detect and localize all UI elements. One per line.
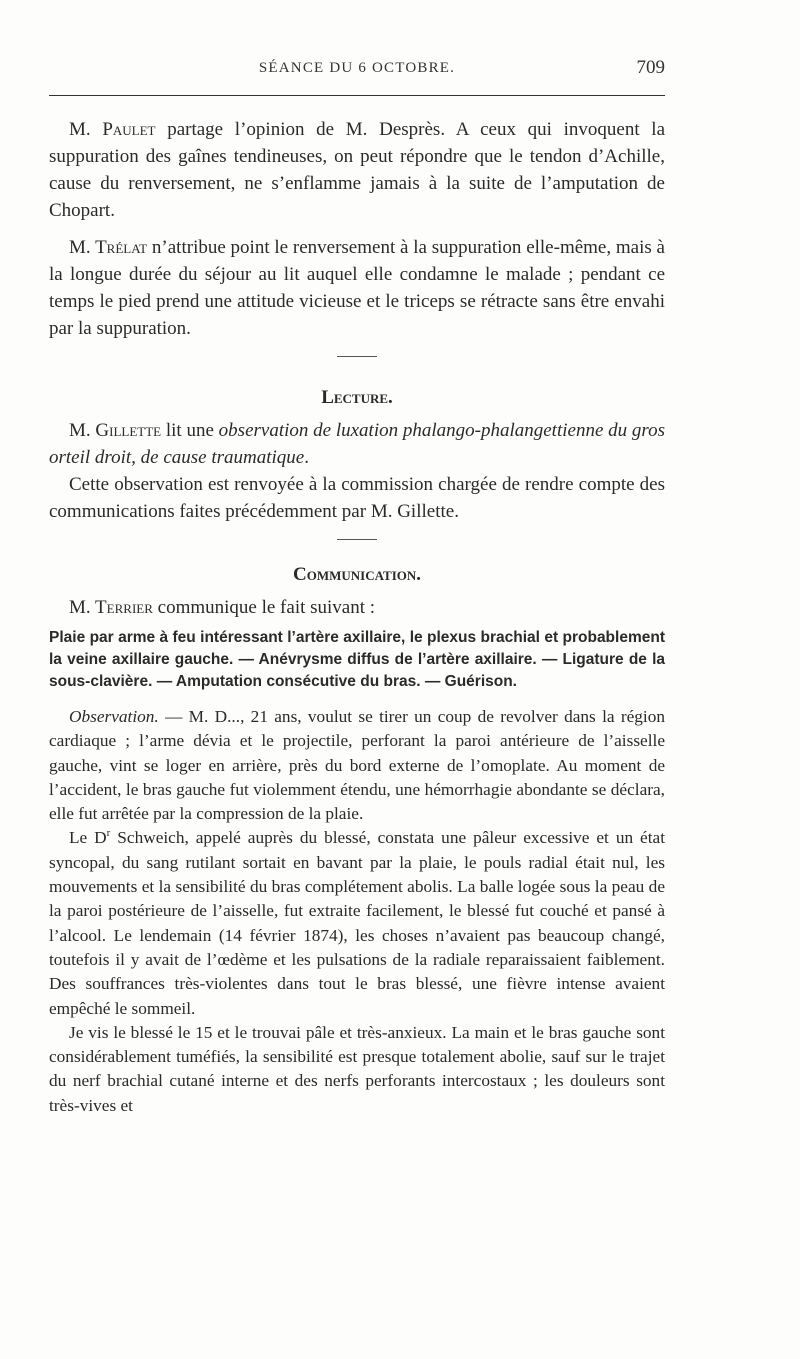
observation-paragraph-2 [49, 826, 665, 1020]
paragraph-gillette [49, 417, 665, 471]
paragraph-terrier [49, 594, 665, 621]
running-head: SÉANCE DU 6 OCTOBRE. [258, 60, 456, 76]
observation-block [49, 705, 665, 1118]
speaker-name: M. Paulet [69, 119, 156, 140]
body-text [49, 116, 665, 1118]
page-number: 709 [636, 57, 665, 78]
observation-paragraph [49, 705, 665, 826]
paragraph-trelat [49, 234, 665, 342]
speaker-name: M. Terrier [69, 597, 153, 618]
section-heading-lecture: Lecture. [321, 387, 393, 408]
header-rule [49, 95, 665, 96]
paragraph-paulet [49, 116, 665, 224]
italic-title: observation de luxation phalango-phalangettienne du gros orteil droit, de cause traumatique [49, 420, 665, 468]
paragraph-commission: Cette observation est renvoyée à la commission chargée de rendre compte des communications faites précédemment par M. Gillette. [49, 474, 665, 522]
paragraph-text: communique le fait suivant : [152, 597, 376, 618]
paragraph-text: partage l’opinion de M. Desprès. A ceux qui invoquent la suppuration des gaînes tendineuses, on peut répondre que le tendon d’Achille, cause du renversement, ne s’enflamme jamais à la suite de l’amputation de Chopart. [49, 119, 666, 221]
speaker-name: M. Gillette [69, 420, 162, 441]
paragraph-text: Le D [69, 828, 107, 848]
superscript: r [106, 827, 111, 840]
observation-paragraph-3: Je vis le blessé le 15 et le trouvai pâle et très-anxieux. La main et le bras gauche sont considérablement tuméfiés, la sensibilité est presque totalement abolie, sauf sur le trajet du nerf brachial cutané interne et des nerfs perforants intercostaux ; les douleurs sont très-vives et [49, 1022, 665, 1115]
paragraph-text: n’attribue point le renversement à la suppuration elle-même, mais à la longue durée du séjour au lit auquel elle condamne le malade ; pendant ce temps le pied prend une attitude vicieuse et le triceps se rétracte sans être envahi par la suppuration. [49, 237, 665, 339]
speaker-name: M. Trélat [69, 237, 148, 258]
paragraph-text: lit une [161, 420, 219, 441]
observation-label: Observation. [69, 707, 159, 726]
case-title: Plaie par arme à feu intéressant l’artère axillaire, le plexus brachial et probablement la veine axillaire gauche. — Anévrysme diffus de l’artère axillaire. — Ligature de la sous-clavière. — Amputation consécutive du bras. — Guérison. [49, 629, 665, 690]
section-heading-communication: Communication. [293, 564, 421, 585]
paragraph-text: Schweich, appelé auprès du blessé, constata une pâleur excessive et un état syncopal, du sang rutilant sortait en bavant par la plaie, le pouls radial était nul, les mouvements et la sensibilité du bras complétement abolis. La balle logée sous la peau de la paroi postérieure de l’aisselle, fut extraite facilement, le blessé fut couché et pansé à l’alcool. Le lendemain (14 février 1874), les choses n’avaient pas beaucoup changé, toutefois il y avait de l’œdème et les pulsations de la radiale reparaissaient faiblement. Des souffrances très-violentes dans tout le bras blessé, une fièvre intense avaient empêché le sommeil. [49, 828, 665, 1018]
paragraph-text: — M. D..., 21 ans, voulut se tirer un coup de revolver dans la région cardiaque ; l’arme dévia et le projectile, perforant la paroi antérieure de l’aisselle gauche, vint se loger en arrière, près du bord externe de l’omoplate. Au moment de l’accident, le bras gauche fut violemment étendu, une hémorrhagie abondante se déclara, elle fut arrêtée par la compression de la plaie. [49, 707, 665, 824]
page-header [49, 57, 665, 86]
paragraph-text: . [304, 447, 309, 468]
